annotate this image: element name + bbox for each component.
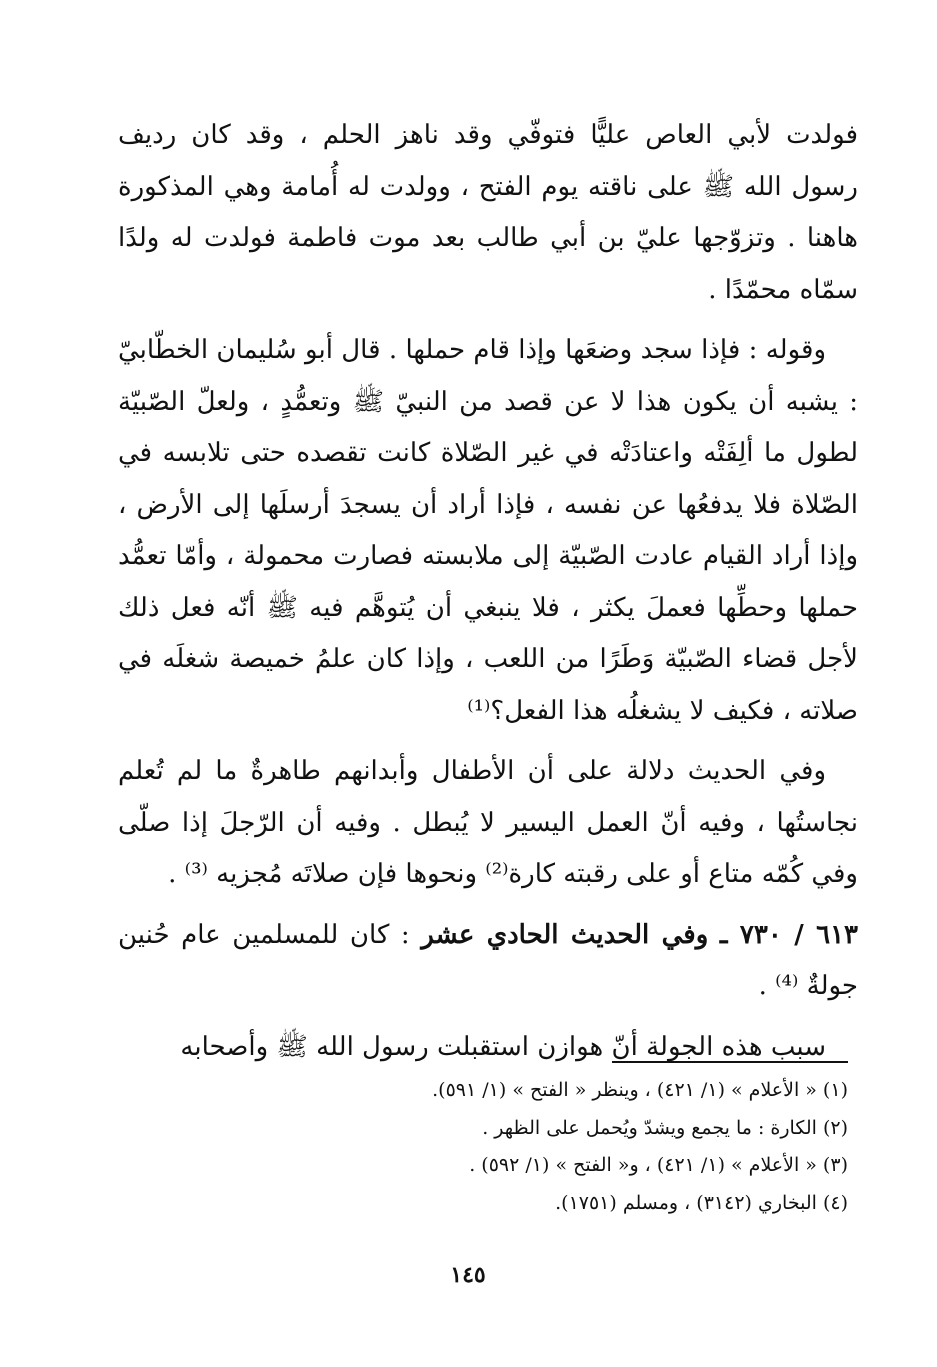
hadith-text: : كان للمسلمين عام حُنين جولةٌ ⁽⁴⁾ .: [118, 919, 858, 1001]
footnote: (١) « الأعلام » (١/ ٤٢١) ، وينظر « الفتح » (١/ ٥٩١).: [432, 1079, 848, 1101]
paragraph-text: وفي الحديث دلالة على أن الأطفال وأبدانهم طاهرةٌ ما لم تُعلم نجاستُها ، وفيه أنّ العمل اليسير لا يُبطل . وفيه أن الرّجلَ إذا صلّى وفي كُمّه متاع أو على رقبته كارة⁽²⁾ ونحوها فإن صلاتَه مُجزيه ⁽³⁾ .: [118, 756, 858, 889]
paragraph-text: فولدت لأبي العاص عليًّا فتوفّي وقد ناهز الحلم ، وقد كان رديف رسول الله ﷺ على ناقته يوم الفتح ، وولدت له أُمامة وهي المذكورة هاهنا . وتزوّجها عليّ بن أبي طالب بعد موت فاطمة فولدت له ولدًا سمّاه محمّدًا .: [118, 120, 858, 305]
footnotes: [300, 1072, 848, 1222]
paragraph: [118, 1022, 858, 1074]
footnote-separator: [612, 1061, 848, 1063]
paragraph: [118, 110, 858, 316]
page-number: ١٤٥: [450, 1262, 486, 1288]
paragraph-text: سبب هذه الجولة أنّ هوازن استقبلت رسول الله ﷺ وأصحابه: [180, 1031, 826, 1062]
paragraph: [118, 325, 858, 737]
main-text: [118, 110, 858, 1082]
paragraph-text: وقوله : فإذا سجد وضعَها وإذا قام حملها . قال أبو سُليمان الخطّابيّ : يشبه أن يكون هذا لا عن قصد من النبيّ ﷺ وتعمُّدٍ ، ولعلّ الصّبيّة لطول ما ألِفَتْه واعتادَتْه في غير الصّلاة كانت تقصده حتى تلابسه في الصّلاة فلا يدفعُها عن نفسه ، فإذا أراد أن يسجدَ أرسلَها إلى الأرض ، وإذا أراد القيام عادت الصّبيّة إلى ملابسته فصارت محمولة ، وأمّا تعمُّد حملها وحطِّها فعملَ يكثر ، فلا ينبغي أن يُتوهَّم فيه ﷺ أنّه فعل ذلك لأجل قضاء الصّبيّة وَطَرًا من اللعب ، وإذا كان علمُ خميصة شغلَه في صلاته ، فكيف لا يشغلُه هذا الفعل؟⁽¹⁾: [118, 335, 858, 726]
hadith-heading: وفي الحديث الحادي عشر: [421, 919, 709, 950]
footnote: (٣) « الأعلام » (١/ ٤٢١) ، و« الفتح » (١/ ٥٩٢) .: [469, 1154, 848, 1176]
hadith-entry: [118, 910, 858, 1013]
hadith-number: ٦١٣ / ٧٣٠ ـ: [719, 919, 859, 950]
footnote: (٤) البخاري (٣١٤٢) ، ومسلم (١٧٥١).: [555, 1191, 848, 1214]
footnote: (٢) الكارة : ما يجمع ويشدّ ويُحمل على الظهر .: [482, 1116, 848, 1139]
paragraph: [118, 746, 858, 901]
